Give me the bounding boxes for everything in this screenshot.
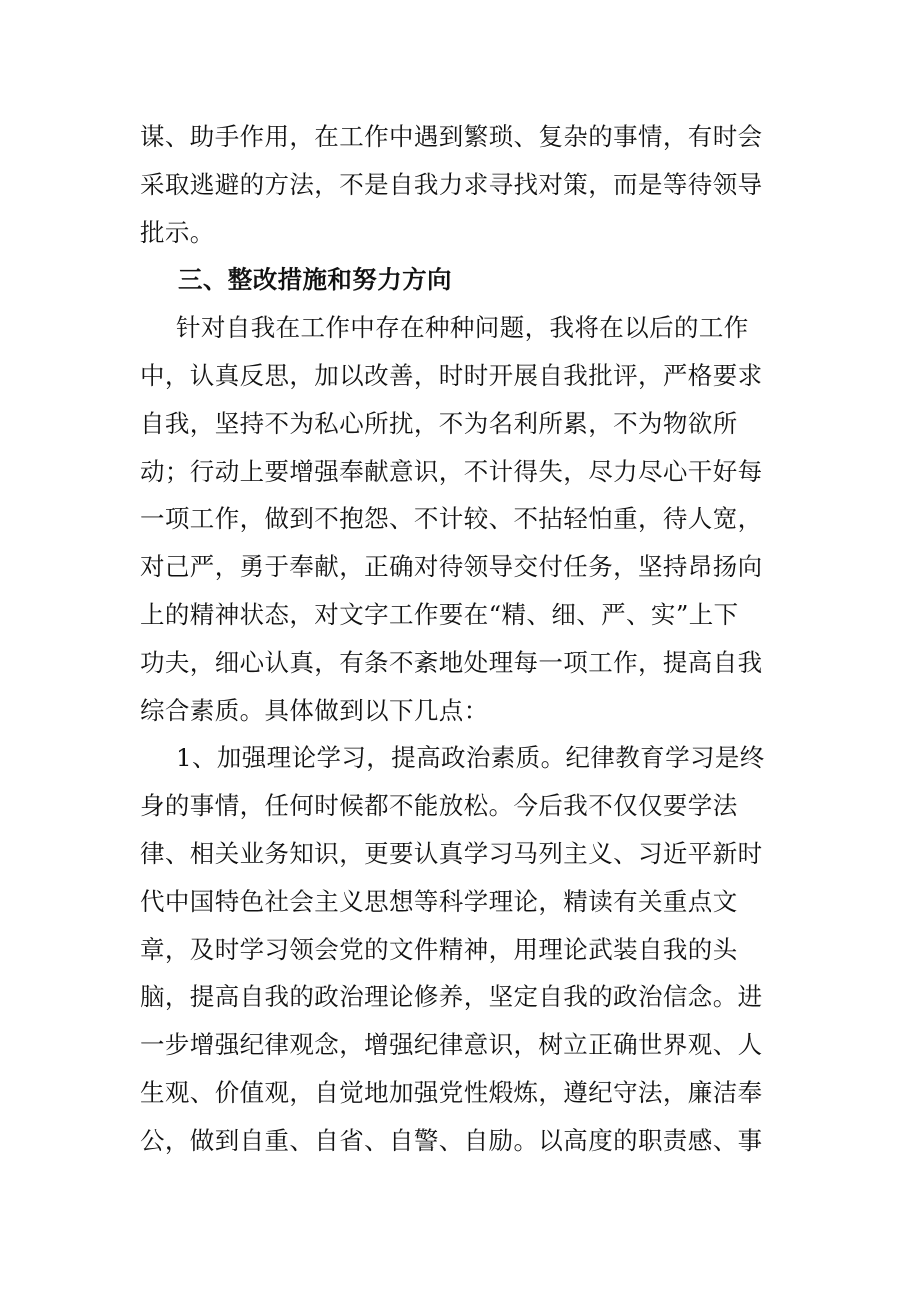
text-line: 一项工作，做到不抱怨、不计较、不拈轻怕重，待人宽，: [140, 504, 763, 534]
text-line: 自我，坚持不为私心所扰，不为名利所累，不为物欲所: [140, 408, 738, 438]
text-line: 采取逃避的方法，不是自我力求寻找对策，而是等待领导: [140, 169, 763, 199]
text-line: 律、相关业务知识，更要认真学习马列主义、习近平新时: [140, 838, 763, 868]
text-line: 谋、助手作用，在工作中遇到繁琐、复杂的事情，有时会: [140, 122, 763, 151]
text-line: 一步增强纪律观念，增强纪律意识，树立正确世界观、人: [140, 1030, 763, 1060]
text-line: 上的精神状态，对文字工作要在“精、细、严、实”上下: [140, 599, 739, 629]
section-heading: 三、整改措施和努力方向: [178, 265, 452, 295]
text-line: 功夫，细心认真，有条不紊地处理每一项工作，提高自我: [140, 647, 763, 677]
text-line: 对己严，勇于奉献，正确对待领导交付任务，坚持昂扬向: [140, 552, 763, 582]
text-line: 批示。: [140, 217, 215, 247]
text-line: 生观、价值观，自觉地加强党性煅炼，遵纪守法，廉洁奉: [140, 1077, 763, 1107]
text-line: 综合素质。具体做到以下几点：: [140, 695, 489, 725]
text-line: 章，及时学习领会党的文件精神，用理论武装自我的头: [140, 934, 738, 964]
text-line: 身的事情，任何时候都不能放松。今后我不仅仅要学法: [140, 791, 738, 821]
text-line: 公，做到自重、自省、自警、自励。以高度的职责感、事: [140, 1125, 763, 1155]
list-item-first-line: 1、加强理论学习，提高政治素质。纪律教育学习是终: [176, 743, 765, 773]
paragraph-first-line: 针对自我在工作中存在种种问题，我将在以后的工作: [176, 313, 749, 343]
text-line: 中，认真反思，加以改善，时时开展自我批评，严格要求: [140, 360, 763, 390]
text-line: 动；行动上要增强奉献意识，不计得失，尽力尽心干好每: [140, 456, 763, 486]
document-body: [140, 113, 780, 1165]
text-line: 代中国特色社会主义思想等科学理论，精读有关重点文: [140, 886, 738, 916]
text-line: 脑，提高自我的政治理论修养，坚定自我的政治信念。进: [140, 982, 763, 1012]
